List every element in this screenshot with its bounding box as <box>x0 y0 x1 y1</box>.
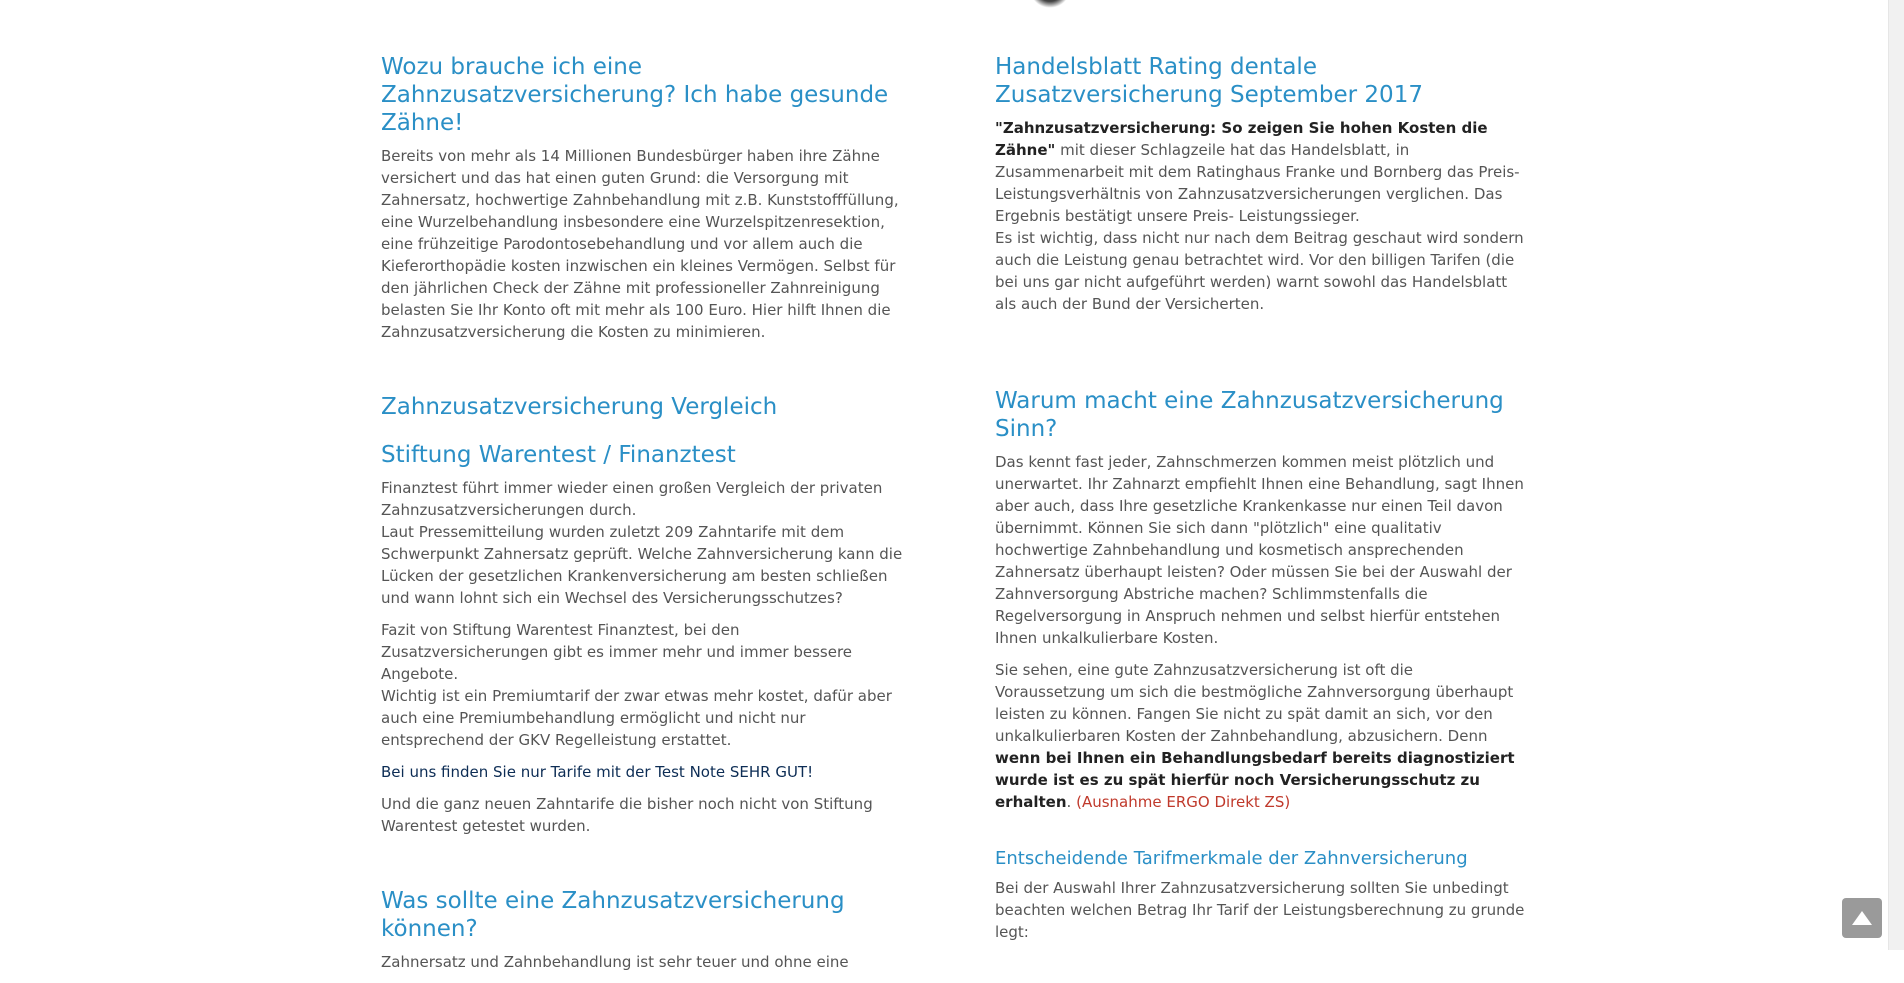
scroll-to-top-button[interactable] <box>1842 898 1882 938</box>
arrow-up-icon <box>1851 910 1873 926</box>
handelsblatt-text-1-rest: mit dieser Schlagzeile hat das Handelsblatt, in Zusammenarbeit mit dem Ratinghaus Franke und Bornberg das Preis- Leistungsverhältnis von Zahnzusatzversicherungen verglichen. Das Ergebnis bestätigt unsere Preis- Leistungssieger. <box>995 141 1520 225</box>
page-scrollbar[interactable] <box>1888 0 1904 950</box>
why-sense-text-1: Das kennt fast jeder, Zahnschmerzen kommen meist plötzlich und unerwartet. Ihr Zahnarzt empfiehlt Ihnen eine Behandlung, sagt Ihnen aber auch, dass Ihre gesetzliche Krankenkasse nur einen Teil davon übernimmt. Können Sie sich dann "plötzlich" eine qualitativ hochwertige Zahnbehandlung und kosmetisch ansprechenden Zahnersatz überhaupt leisten? Oder müssen Sie bei der Auswahl der Zahnversorgung Abstriche machen? Schlimmstenfalls die Regelversorgung in Anspruch nehmen und selbst hierfür entstehen Ihnen unkalkulierbare Kosten. <box>995 453 1524 647</box>
comparison-text-3: Und die ganz neuen Zahntarife die bisher noch nicht von Stiftung Warentest getestet wurden. <box>381 795 873 835</box>
tariff-features-text: Bei der Auswahl Ihrer Zahnzusatzversicherung sollten Sie unbedingt beachten welchen Betrag Ihr Tarif der Leistungsberechnung zu grunde legt: <box>995 879 1525 941</box>
section-subtitle-warentest: Stiftung Warentest / Finanztest <box>381 442 736 468</box>
why-sense-dot: . <box>1066 793 1077 811</box>
section-title-why-sense: Warum macht eine Zahnzusatzversicherung Sinn? <box>995 388 1504 442</box>
left-column <box>381 53 911 983</box>
why-sense-text-2 <box>995 659 1525 813</box>
comparison-text-2 <box>381 619 911 751</box>
ergo-exception-note: (Ausnahme ERGO Direkt ZS) <box>1076 793 1291 811</box>
handelsblatt-quote: "Zahnzusatzversicherung: So zeigen Sie hohen Kosten die Zähne" <box>995 119 1488 159</box>
comparison-text-1b: Laut Pressemitteilung wurden zuletzt 209 Zahntarife mit dem Schwerpunkt Zahnersatz geprüft. Welche Zahnversicherung kann die Lücken der gesetzlichen Krankenversicherung am besten schließen und wann lohnt sich ein Wechsel des Versicherungsschutzes? <box>381 523 903 607</box>
top-decoration <box>1030 0 1070 8</box>
section-title-what-should: Was sollte eine Zahnzusatzversicherung können? <box>381 888 845 942</box>
comparison-text-1a: Finanztest führt immer wieder einen großen Vergleich der privaten Zahnzusatzversicherungen durch. <box>381 479 883 519</box>
handelsblatt-text-2: Es ist wichtig, dass nicht nur nach dem Beitrag geschaut wird sondern auch die Leistung genau betrachtet wird. Vor den billigen Tarifen (die bei uns gar nicht aufgeführt werden) warnt sowohl das Handelsblatt als auch der Bund der Versicherten. <box>995 229 1524 313</box>
handelsblatt-text-1 <box>995 117 1525 227</box>
comparison-text-2b: Wichtig ist ein Premiumtarif der zwar etwas mehr kostet, dafür aber auch eine Premiumbehandlung ermöglicht und nicht nur entsprechend der GKV Regelleistung erstattet. <box>381 687 892 749</box>
right-column <box>995 53 1525 953</box>
section-title-comparison: Zahnzusatzversicherung Vergleich <box>381 394 778 420</box>
section-title-tariff-features: Entscheidende Tarifmerkmale der Zahnversicherung <box>995 848 1468 869</box>
section-text-what-should: Zahnersatz und Zahnbehandlung ist sehr teuer und ohne eine <box>381 953 849 971</box>
section-title-why-insurance: Wozu brauche ich eine Zahnzusatzversicherung? Ich habe gesunde Zähne! <box>381 54 889 136</box>
section-title-handelsblatt: Handelsblatt Rating dentale Zusatzversicherung September 2017 <box>995 54 1423 108</box>
why-sense-text-2a: Sie sehen, eine gute Zahnzusatzversicherung ist oft die Voraussetzung um sich die bestmögliche Zahnversorgung überhaupt leisten zu können. Fangen Sie nicht zu spät damit an sich, vor den unkalkulierbaren Kosten der Zahnbehandlung, abzusichern. Denn <box>995 661 1514 745</box>
why-sense-bold: wenn bei Ihnen ein Behandlungsbedarf bereits diagnostiziert wurde ist es zu spät hierfür noch Versicherungsschutz zu erhalten <box>995 749 1515 811</box>
comparison-text-1 <box>381 477 911 609</box>
section-text-why-insurance: Bereits von mehr als 14 Millionen Bundesbürger haben ihre Zähne versichert und das hat einen guten Grund: die Versorgung mit Zahnersatz, hochwertige Zahnbehandlung mit z.B. Kunststofffüllung, eine Wurzelbehandlung insbesondere eine Wurzelspitzenresektion, eine frühzeitige Parodontosebehandlung und vor allem auch die Kieferorthopädie kosten inzwischen ein kleines Vermögen. Selbst für den jährlichen Check der Zähne mit professioneller Zahnreinigung belasten Sie Ihr Konto oft mit mehr als 100 Euro. Hier hilft Ihnen die Zahnzusatzversicherung die Kosten zu minimieren. <box>381 147 899 341</box>
test-note-highlight: Bei uns finden Sie nur Tarife mit der Test Note SEHR GUT! <box>381 763 814 781</box>
comparison-text-2a: Fazit von Stiftung Warentest Finanztest, bei den Zusatzversicherungen gibt es immer mehr und immer bessere Angebote. <box>381 621 853 683</box>
